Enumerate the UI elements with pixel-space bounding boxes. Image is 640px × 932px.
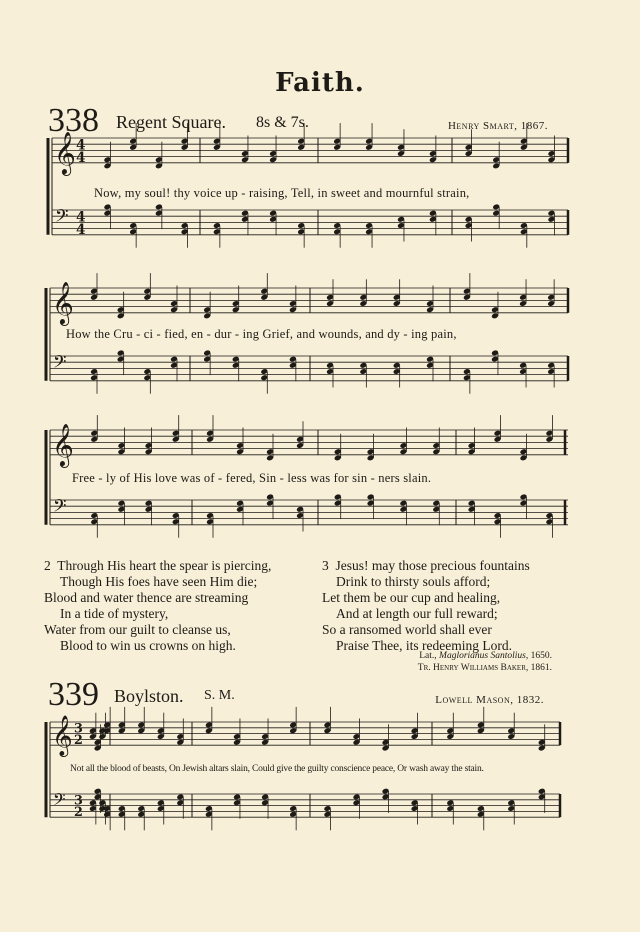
time-signature: 3 <box>74 721 83 737</box>
text-credits: Lat., Maglorianus Santolius, 1650. Tr. Henry Williams Baker, 1861. <box>417 651 552 673</box>
treble-clef: 𝄞 <box>54 129 76 174</box>
bass-clef: 𝄢 <box>53 789 66 813</box>
stanza-line: In a tide of mystery, <box>60 606 169 621</box>
meter: 8s & 7s. <box>256 114 309 131</box>
stanza-line: And at length our full reward; <box>336 606 498 621</box>
stanza-line: Drink to thirsty souls afford; <box>336 574 491 589</box>
meter: S. M. <box>204 688 235 703</box>
time-signature: 4 <box>76 149 86 166</box>
stanza-line: Let them be our cup and healing, <box>322 590 501 605</box>
composer: Lowell Mason, 1832. <box>435 694 544 706</box>
time-signature: 3 <box>74 793 83 809</box>
treble-clef: 𝄞 <box>52 716 73 757</box>
time-signature: 4 <box>76 137 86 154</box>
time-signature: 2 <box>74 805 83 821</box>
stanza-line: Though His foes have seen Him die; <box>60 574 258 589</box>
lyric-line: Free - ly of His love was of - fered, Sin - less was for sin - ners slain. <box>72 471 432 485</box>
lyric-line: How the Cru - ci - fied, en - dur - ing Grief, and wounds, and dy - ing pain, <box>66 327 457 341</box>
lyric-line: Now, my soul! thy voice up - raising, Tell, in sweet and mournful strain, <box>94 186 470 200</box>
stanza-number: 2 <box>44 558 51 573</box>
lyric-line: Not all the blood of beasts, On Jewish altars slain, Could give the guilty conscience peace, Or wash away the stain. <box>70 764 484 774</box>
stanza-line: Water from our guilt to cleanse us, <box>44 622 231 637</box>
time-signature: 4 <box>76 209 86 226</box>
stanza-line: Jesus! may those precious fountains <box>335 558 530 573</box>
tune-name: Regent Square. <box>116 112 226 132</box>
hymn-number: 338 <box>48 102 99 139</box>
treble-clef: 𝄞 <box>52 279 74 324</box>
time-signature: 4 <box>76 221 86 238</box>
composer: Henry Smart, 1867. <box>447 120 548 132</box>
treble-clef: 𝄞 <box>52 421 74 466</box>
stanza-line: Blood and water thence are streaming <box>44 590 249 605</box>
tune-name: Boylston. <box>114 686 184 706</box>
time-signature: 2 <box>74 733 83 749</box>
stanza-line: Blood to win us crowns on high. <box>60 638 236 653</box>
bass-clef: 𝄢 <box>53 350 67 376</box>
bass-clef: 𝄢 <box>53 494 67 520</box>
section-title: Faith. <box>275 68 365 98</box>
hymn-number: 339 <box>48 676 99 713</box>
bass-clef: 𝄢 <box>55 204 69 230</box>
stanza-number: 3 <box>322 558 329 573</box>
stanza-line: Through His heart the spear is piercing, <box>57 558 272 573</box>
stanza-line: So a ransomed world shall ever <box>322 622 492 637</box>
stanza-line: Praise Thee, its redeeming Lord. <box>336 638 512 653</box>
